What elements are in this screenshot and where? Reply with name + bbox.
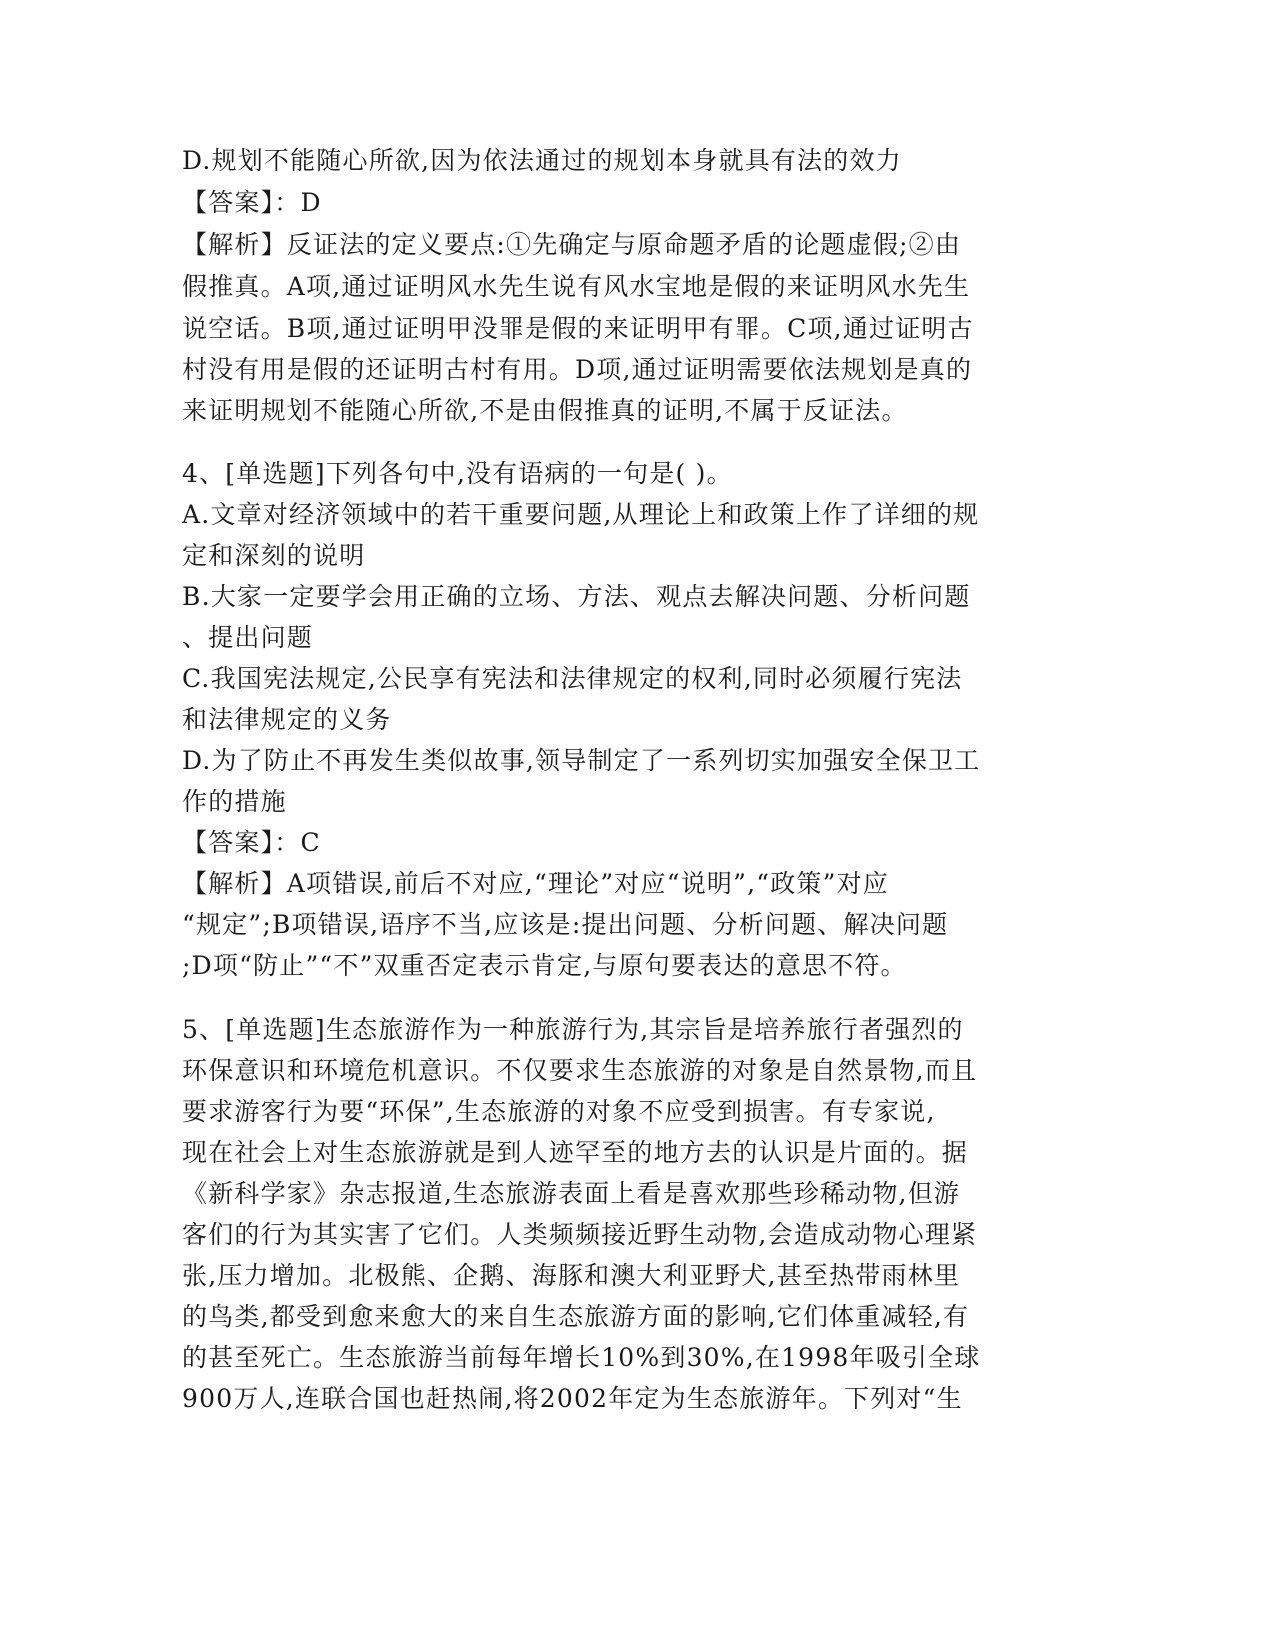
option-c-line: C.我国宪法规定,公民享有宪法和法律规定的权利,同时必须履行宪法 [182,664,963,693]
analysis-line: 来证明规划不能随心所欲,不是由假推真的证明,不属于反证法。 [182,396,908,425]
answer-line: 【答案】：C [182,828,321,857]
question-5-stem: 张,压力增加。北极熊、企鹅、海豚和澳大利亚野犬,甚至热带雨林里 [182,1261,961,1290]
option-c-line: 和法律规定的义务 [182,705,392,734]
analysis-line: 假推真。A项,通过证明风水先生说有风水宝地是假的来证明风水先生 [182,272,971,301]
option-d-line: D.规划不能随心所欲,因为依法通过的规划本身就具有法的效力 [182,146,902,175]
analysis-line: “规定”;B项错误,语序不当,应该是:提出问题、分析问题、解决问题 [182,910,949,939]
option-b-line: B.大家一定要学会用正确的立场、方法、观点去解决问题、分析问题 [182,582,971,611]
question-5-stem: 客们的行为其实害了它们。人类频频接近野生动物,会造成动物心理紧 [182,1220,978,1249]
analysis-line: 【解析】反证法的定义要点:①先确定与原命题矛盾的论题虚假;②由 [182,230,962,259]
question-5-stem: 的鸟类,都受到愈来愈大的来自生态旅游方面的影响,它们体重减轻,有 [182,1302,970,1331]
question-5-stem: 5、[单选题]生态旅游作为一种旅游行为,其宗旨是培养旅行者强烈的 [182,1015,964,1044]
analysis-line: ;D项“防止”“不”双重否定表示肯定,与原句要表达的意思不符。 [182,951,907,980]
option-b-line: 、提出问题 [182,623,314,652]
question-5-stem: 现在社会上对生态旅游就是到人迹罕至的地方去的认识是片面的。据 [182,1138,969,1167]
option-a-line: A.文章对经济领域中的若干重要问题,从理论上和政策上作了详细的规 [182,500,980,529]
analysis-line: 【解析】A项错误,前后不对应,“理论”对应“说明”,“政策”对应 [182,869,889,898]
question-5-stem: 900万人,连联合国也赶热闹,将2002年定为生态旅游年。下列对“生 [182,1384,963,1413]
question-5-stem: 《新科学家》杂志报道,生态旅游表面上看是喜欢那些珍稀动物,但游 [182,1179,961,1208]
answer-line: 【答案】：D [182,188,322,217]
question-5-stem: 的甚至死亡。生态旅游当前每年增长10%到30%,在1998年吸引全球 [182,1343,981,1372]
option-d-line: D.为了防止不再发生类似故事,领导制定了一系列切实加强安全保卫工 [182,746,981,775]
option-a-line: 定和深刻的说明 [182,541,366,570]
question-5-stem: 环保意识和环境危机意识。不仅要求生态旅游的对象是自然景物,而且 [182,1056,978,1085]
analysis-line: 说空话。B项,通过证明甲没罪是假的来证明甲有罪。C项,通过证明古 [182,314,974,343]
question-5-stem: 要求游客行为要“环保”,生态旅游的对象不应受到损害。有专家说, [182,1097,936,1126]
option-d-line: 作的措施 [182,787,287,816]
question-4-stem: 4、[单选题]下列各句中,没有语病的一句是( )。 [182,459,733,488]
analysis-line: 村没有用是假的还证明古村有用。D项,通过证明需要依法规划是真的 [182,355,973,384]
